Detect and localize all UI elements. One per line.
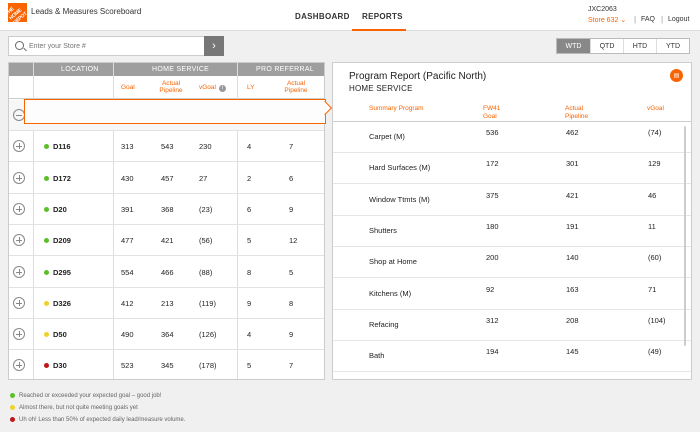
program-goal: 536: [486, 128, 499, 137]
status-dot: [44, 176, 49, 181]
search-go-button[interactable]: [204, 36, 224, 56]
cell-actual: 466: [161, 267, 174, 277]
cell-goal: 554: [121, 267, 134, 277]
cell-goal: 313: [121, 142, 134, 152]
user-id: JXC2063: [588, 6, 617, 13]
program-goal: 172: [486, 159, 499, 169]
table-row[interactable]: [9, 131, 325, 162]
faq-link[interactable]: FAQ: [641, 16, 656, 23]
expand-icon[interactable]: [13, 328, 25, 340]
location-name[interactable]: D295: [53, 267, 71, 277]
cell-pro-actual: 7: [289, 361, 294, 371]
period-ytd[interactable]: YTD: [656, 39, 689, 53]
program-row[interactable]: [333, 341, 692, 372]
location-name[interactable]: D172: [53, 173, 71, 183]
app-header: [0, 0, 700, 31]
cell-goal: 490: [121, 330, 134, 340]
legend-good: [10, 393, 161, 399]
expand-icon[interactable]: [13, 297, 25, 309]
location-name[interactable]: D50: [53, 330, 67, 340]
cell-pro-actual: 8: [289, 298, 294, 308]
cell-ly: 5: [247, 236, 252, 246]
table-row[interactable]: [9, 319, 325, 350]
app-title: Leads & Measures Scoreboard: [31, 7, 142, 16]
cell-ly: 2: [247, 173, 252, 183]
table-group-header: [9, 63, 325, 76]
program-actual: 208: [566, 315, 579, 325]
program-name: Refacing: [369, 319, 399, 329]
period-toggle: [556, 38, 690, 54]
cell-vgoal: (56): [199, 236, 213, 246]
cell-actual: 421: [161, 236, 174, 246]
col-ly: LY: [247, 84, 255, 91]
program-row[interactable]: [333, 247, 692, 278]
scrollbar[interactable]: [684, 126, 686, 346]
chevron-right-icon: ›: [212, 40, 216, 52]
program-vgoal: 71: [648, 284, 657, 294]
program-actual: 421: [566, 190, 579, 200]
col-actual-pipeline: Actual Pipeline: [565, 105, 589, 120]
col-vgoal: [199, 84, 226, 92]
cell-actual: 368: [161, 204, 174, 214]
program-vgoal: (60): [648, 253, 662, 263]
program-vgoal: 11: [648, 221, 656, 231]
cell-actual: 543: [161, 142, 174, 152]
program-name: Carpet (M): [369, 132, 405, 141]
cell-vgoal: (88): [199, 267, 213, 277]
program-goal: 312: [486, 315, 499, 325]
col-goal: Goal: [121, 84, 135, 91]
cell-pro-actual: 12: [289, 236, 298, 246]
cell-actual: 364: [161, 330, 174, 340]
store-selector[interactable]: [588, 16, 626, 24]
expand-icon[interactable]: [13, 203, 25, 215]
expand-icon[interactable]: [13, 234, 25, 246]
cell-vgoal: 230: [199, 142, 212, 152]
green-status-dot: [10, 393, 15, 398]
program-actual: 163: [566, 284, 579, 294]
cell-goal: 412: [121, 298, 134, 308]
status-dot: [44, 301, 49, 306]
program-actual: 145: [566, 347, 579, 357]
cell-pro-actual: 9: [289, 330, 294, 340]
cell-ly: 4: [247, 142, 252, 152]
legend-almost-text: Almost there, but not quite meeting goals yet: [19, 405, 138, 412]
col-actual-pipeline-pro: Actual Pipeline: [284, 80, 308, 94]
status-dot: [44, 207, 49, 212]
table-row[interactable]: [9, 257, 325, 288]
program-name: Window Ttmts (M): [369, 194, 430, 204]
program-goal: 194: [486, 347, 499, 357]
cell-ly: 8: [247, 267, 252, 277]
table-column-header: [9, 76, 325, 99]
table-row[interactable]: [9, 194, 325, 225]
nav-reports[interactable]: REPORTS: [362, 12, 403, 21]
period-qtd[interactable]: QTD: [590, 39, 623, 53]
status-dot: [44, 332, 49, 337]
selected-row-highlight: [24, 99, 326, 124]
location-name[interactable]: D30: [53, 361, 67, 371]
location-name[interactable]: D20: [53, 204, 67, 214]
table-row[interactable]: [9, 225, 325, 256]
cell-ly: 5: [247, 361, 252, 371]
store-label: Store 632: [588, 17, 619, 24]
program-actual: 301: [566, 159, 579, 169]
cell-pro-actual: 7: [289, 142, 294, 152]
program-name: Shop at Home: [369, 257, 417, 267]
program-row[interactable]: [333, 279, 692, 310]
cell-ly: 9: [247, 298, 252, 308]
store-search: [8, 36, 204, 56]
yellow-status-dot: [10, 405, 15, 410]
program-actual: 191: [566, 221, 579, 231]
group-home-service: HOME SERVICE: [152, 66, 210, 73]
program-row[interactable]: [333, 122, 692, 153]
legend-low-text: Uh oh! Less than 50% of expected daily lead/measure volume.: [19, 417, 186, 424]
table-row[interactable]: [9, 163, 325, 194]
program-actual: 462: [566, 128, 579, 137]
cell-vgoal: (23): [199, 204, 213, 214]
program-name: Kitchens (M): [369, 288, 412, 298]
program-row[interactable]: [333, 310, 692, 341]
cell-vgoal: 27: [199, 173, 208, 183]
program-vgoal: (74): [648, 128, 662, 137]
expand-icon[interactable]: [13, 266, 25, 278]
info-icon[interactable]: i: [219, 85, 226, 92]
cell-goal: 430: [121, 173, 134, 183]
program-row[interactable]: [333, 153, 692, 184]
cell-vgoal: (119): [199, 298, 216, 308]
program-goal: 92: [486, 284, 495, 294]
program-report-subtitle: HOME SERVICE: [349, 84, 413, 93]
cell-goal: 391: [121, 204, 134, 214]
export-icon[interactable]: ▤: [670, 69, 683, 82]
status-dot: [44, 363, 49, 368]
program-name: Bath: [369, 351, 385, 361]
expand-icon[interactable]: [13, 140, 25, 152]
program-report-title: Program Report (Pacific North): [349, 71, 487, 82]
status-dot: [44, 270, 49, 275]
nav-dashboard[interactable]: DASHBOARD: [295, 12, 350, 21]
program-goal: 375: [486, 190, 499, 200]
program-vgoal: (49): [648, 347, 662, 357]
cell-pro-actual: 6: [289, 173, 294, 183]
cell-actual: 457: [161, 173, 174, 183]
col-vgoal-label: vGoal: [199, 84, 216, 91]
cell-ly: 4: [247, 330, 252, 340]
col-actual-pipeline: Actual Pipeline: [159, 80, 183, 94]
program-actual: 140: [566, 253, 579, 263]
col-fw41-goal: FW41 Goal: [483, 105, 501, 120]
cell-actual: 213: [161, 298, 174, 308]
home-depot-logo[interactable]: THE HOME DEPOT: [8, 3, 27, 22]
expand-icon[interactable]: [13, 172, 25, 184]
period-htd[interactable]: HTD: [623, 39, 656, 53]
cell-goal: 523: [121, 361, 134, 371]
chevron-down-icon: ⌄: [620, 17, 627, 24]
store-search-input[interactable]: [29, 40, 199, 53]
legend-good-text: Reached or exceeded your expected goal – good job!: [19, 393, 162, 400]
status-dot: [44, 144, 49, 149]
expand-icon[interactable]: [13, 359, 25, 371]
program-name: Hard Surfaces (M): [369, 163, 431, 173]
legend-almost: [10, 405, 138, 411]
group-pro-referral: PRO REFERRAL: [256, 66, 315, 73]
program-report-panel: [332, 62, 692, 380]
program-name: Shutters: [369, 225, 397, 235]
cell-goal: 477: [121, 236, 134, 246]
program-vgoal: 129: [648, 159, 661, 169]
header-separator: |: [634, 15, 637, 24]
cell-vgoal: (126): [199, 330, 217, 340]
header-separator: |: [661, 15, 664, 24]
red-status-dot: [10, 417, 15, 422]
location-name[interactable]: D326: [53, 298, 71, 308]
program-goal: 180: [486, 221, 499, 231]
table-row[interactable]: [9, 350, 325, 380]
search-icon: [15, 41, 24, 50]
location-name[interactable]: D116: [53, 142, 71, 152]
col-summary-program: Summary Program: [369, 105, 424, 112]
program-row[interactable]: [333, 185, 692, 216]
logout-link[interactable]: Logout: [668, 16, 690, 23]
status-dot: [44, 238, 49, 243]
table-row[interactable]: [9, 288, 325, 319]
cell-pro-actual: 9: [289, 204, 294, 214]
cell-actual: 345: [161, 361, 174, 371]
program-goal: 200: [486, 253, 499, 263]
cell-pro-actual: 5: [289, 267, 294, 277]
program-row[interactable]: [333, 216, 692, 247]
legend-low: [10, 417, 185, 423]
program-vgoal: (104): [648, 315, 666, 325]
group-location: LOCATION: [61, 66, 99, 73]
nav-active-indicator: [352, 29, 406, 31]
period-wtd[interactable]: WTD: [557, 39, 590, 53]
col-vgoal: vGoal: [647, 105, 664, 112]
program-vgoal: 46: [648, 190, 657, 200]
cell-ly: 6: [247, 204, 252, 214]
location-name[interactable]: D209: [53, 236, 71, 246]
cell-vgoal: (178): [199, 361, 217, 371]
